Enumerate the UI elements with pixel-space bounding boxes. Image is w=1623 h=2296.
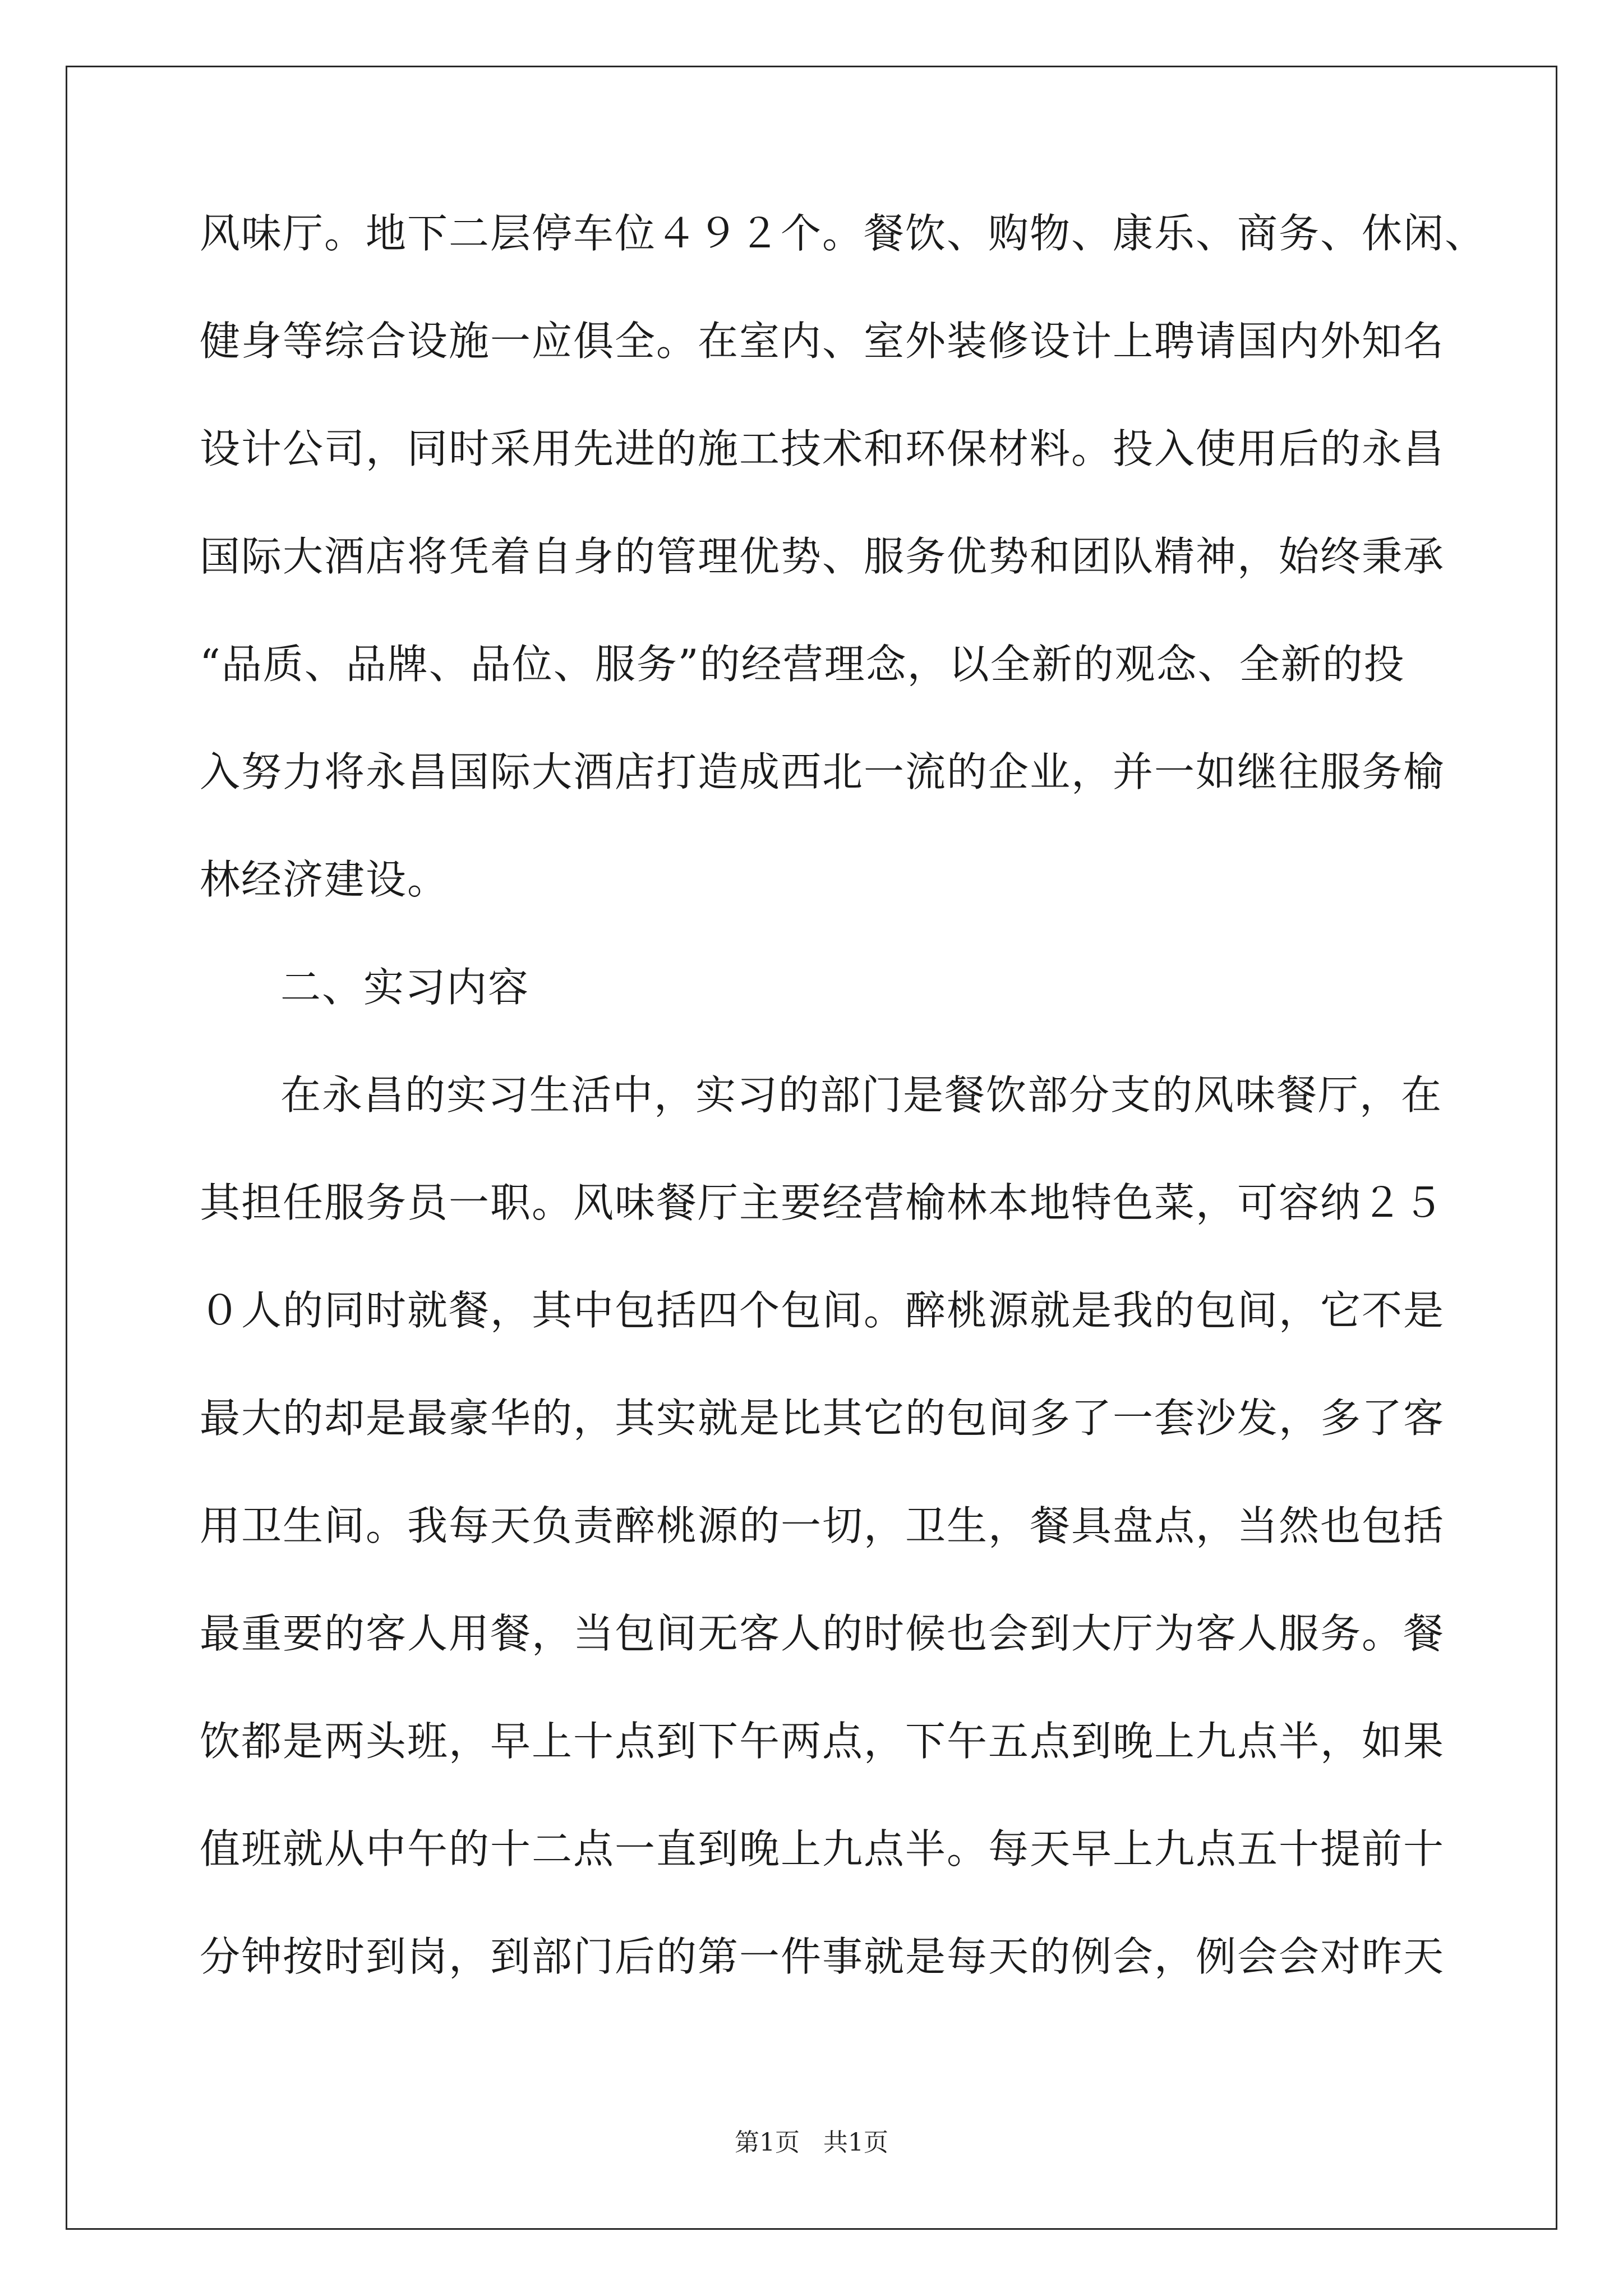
paragraph1-line-7: 林经济建设。 [200,856,449,903]
page-number: 第1页 [735,2128,800,2157]
paragraph2-line-9: 分钟按时到岗，到部门后的第一件事就是每天的例会，例会会对昨天 [200,1933,1445,1980]
paragraph2-line-6: 最重要的客人用餐，当包间无客人的时候也会到大厅为客人服务。餐 [200,1610,1445,1657]
page-border [66,66,1557,2230]
paragraph2-line-2: 其担任服务员一职。风味餐厅主要经营榆林本地特色菜，可容纳２５ [200,1179,1445,1226]
page-footer [0,2127,1623,2159]
paragraph2-line-1: 在永昌的实习生活中，实习的部门是餐饮部分支的风味餐厅，在 [280,1071,1443,1119]
section-heading: 二、实习内容 [280,964,530,1011]
paragraph2-line-3: ０人的同时就餐，其中包括四个包间。醉桃源就是我的包间，它不是 [200,1287,1445,1334]
paragraph1-line-3: 设计公司，同时采用先进的施工技术和环保材料。投入使用后的永昌 [200,425,1445,472]
paragraph1-line-6: 入努力将永昌国际大酒店打造成西北一流的企业，并一如继往服务榆 [200,748,1445,795]
paragraph2-line-7: 饮都是两头班，早上十点到下午两点，下午五点到晚上九点半，如果 [200,1718,1445,1765]
paragraph1-line-5: “品质、品牌、品位、服务”的经营理念，以全新的观念、全新的投 [200,641,1405,688]
paragraph2-line-4: 最大的却是最豪华的，其实就是比其它的包间多了一套沙发，多了客 [200,1395,1445,1442]
paragraph1-line-4: 国际大酒店将凭着自身的管理优势、服务优势和团队精神，始终秉承 [200,533,1445,580]
paragraph1-line-2: 健身等综合设施一应俱全。在室内、室外装修设计上聘请国内外知名 [200,318,1445,365]
page-total: 共1页 [823,2128,888,2157]
paragraph2-line-8: 值班就从中午的十二点一直到晚上九点半。每天早上九点五十提前十 [200,1825,1445,1872]
paragraph1-line-1: 风味厅。地下二层停车位４９２个。餐饮、购物、康乐、商务、休闲、 [200,210,1487,257]
paragraph2-line-5: 用卫生间。我每天负责醉桃源的一切，卫生，餐具盘点，当然也包括 [200,1502,1445,1549]
